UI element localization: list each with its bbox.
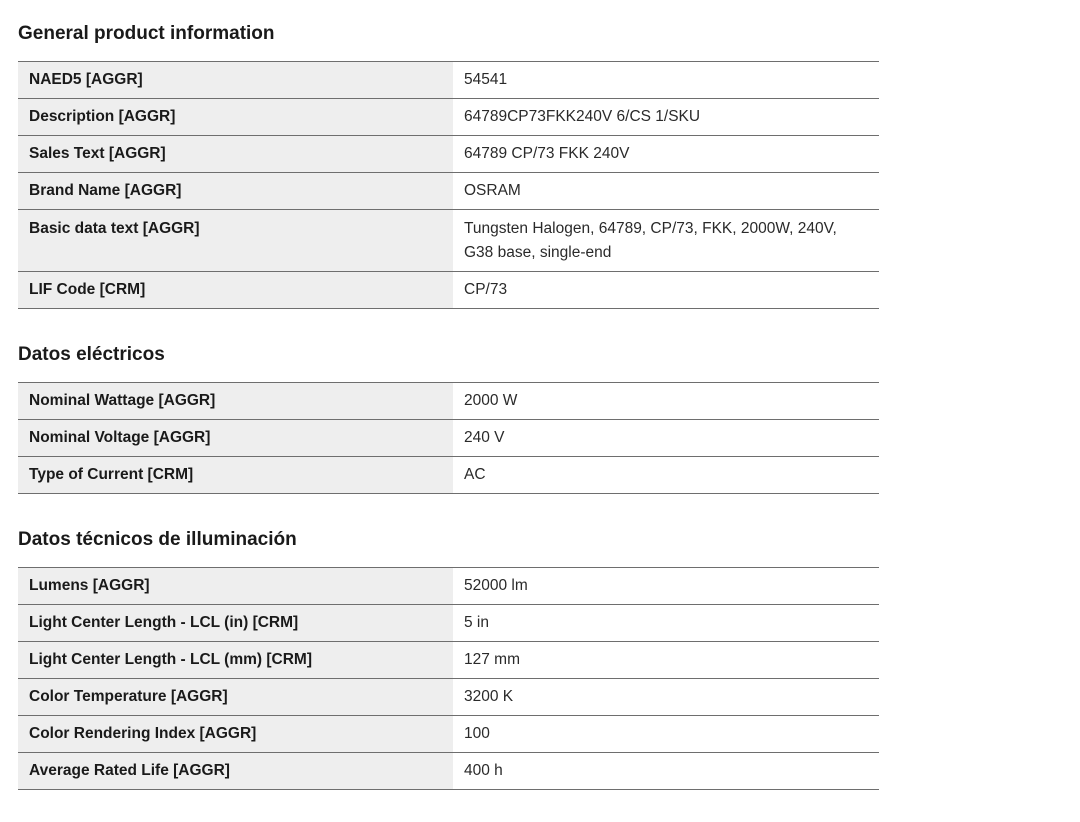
table-row [18, 210, 879, 272]
row-value: 2000 W [453, 383, 879, 420]
row-value: 5 in [453, 605, 879, 642]
row-label: LIF Code [CRM] [18, 272, 453, 309]
row-label: Light Center Length - LCL (mm) [CRM] [18, 642, 453, 679]
row-value: AC [453, 457, 879, 494]
spec-table [18, 567, 879, 790]
table-row [18, 383, 879, 420]
row-label: Sales Text [AGGR] [18, 136, 453, 173]
row-value: 64789 CP/73 FKK 240V [453, 136, 879, 173]
section-datos-tecnicos-iluminacion [18, 527, 879, 790]
row-label: Brand Name [AGGR] [18, 173, 453, 210]
table-row [18, 272, 879, 309]
table-row [18, 642, 879, 679]
row-value: 400 h [453, 753, 879, 790]
row-value: 52000 lm [453, 568, 879, 605]
table-row [18, 568, 879, 605]
row-label: Nominal Voltage [AGGR] [18, 420, 453, 457]
row-label: Basic data text [AGGR] [18, 210, 453, 272]
spec-table [18, 382, 879, 494]
row-value: 100 [453, 716, 879, 753]
row-value: 54541 [453, 62, 879, 99]
row-value: Tungsten Halogen, 64789, CP/73, FKK, 2000W, 240V, G38 base, single-end [453, 210, 879, 272]
row-label: Lumens [AGGR] [18, 568, 453, 605]
section-general-product-information [18, 21, 879, 309]
table-row [18, 62, 879, 99]
product-datasheet [18, 0, 879, 790]
section-title: Datos eléctricos [18, 344, 165, 365]
section-title: General product information [18, 23, 275, 44]
row-value: 240 V [453, 420, 879, 457]
row-value: OSRAM [453, 173, 879, 210]
row-label: Type of Current [CRM] [18, 457, 453, 494]
table-row [18, 716, 879, 753]
row-value: 3200 K [453, 679, 879, 716]
row-label: Description [AGGR] [18, 99, 453, 136]
row-value: 127 mm [453, 642, 879, 679]
table-row [18, 173, 879, 210]
row-label: Light Center Length - LCL (in) [CRM] [18, 605, 453, 642]
row-label: Nominal Wattage [AGGR] [18, 383, 453, 420]
section-title: Datos técnicos de illuminación [18, 529, 297, 550]
row-label: NAED5 [AGGR] [18, 62, 453, 99]
section-datos-electricos [18, 342, 879, 494]
row-value: CP/73 [453, 272, 879, 309]
row-label: Color Temperature [AGGR] [18, 679, 453, 716]
table-row [18, 99, 879, 136]
row-value: 64789CP73FKK240V 6/CS 1/SKU [453, 99, 879, 136]
table-row [18, 457, 879, 494]
table-row [18, 679, 879, 716]
row-label: Color Rendering Index [AGGR] [18, 716, 453, 753]
table-row [18, 753, 879, 790]
row-label: Average Rated Life [AGGR] [18, 753, 453, 790]
table-row [18, 605, 879, 642]
spec-table [18, 61, 879, 309]
table-row [18, 136, 879, 173]
table-row [18, 420, 879, 457]
